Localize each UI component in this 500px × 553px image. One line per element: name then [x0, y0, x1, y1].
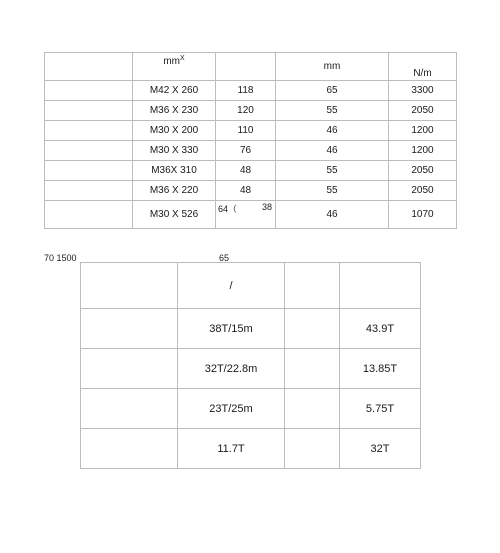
value-cell: 55	[276, 161, 389, 181]
header-cell-slash: /	[178, 263, 285, 309]
value-cell: 48	[216, 161, 276, 181]
header-cell-nm: N/m	[389, 53, 457, 81]
split-value-left: 64（	[218, 204, 238, 214]
value-cell: 43.9T	[340, 309, 421, 349]
row-cell-blank	[45, 181, 133, 201]
table-header-row	[45, 53, 457, 81]
header-cell-1	[45, 53, 133, 81]
value-cell: 32T	[340, 429, 421, 469]
bolt-size-cell: M36 X 220	[133, 181, 216, 201]
table-row	[45, 121, 457, 141]
row-cell-blank	[45, 121, 133, 141]
row-cell-blank	[285, 309, 340, 349]
row-cell-blank	[81, 389, 178, 429]
value-cell: 55	[276, 101, 389, 121]
header-cell-4	[340, 263, 421, 309]
header-size-unit: mm	[163, 56, 180, 67]
table-row	[81, 309, 421, 349]
value-cell: 1070	[389, 201, 457, 229]
row-cell-blank	[285, 429, 340, 469]
split-value-right: 38	[261, 202, 272, 212]
value-cell: 46	[276, 141, 389, 161]
header-size-sup: X	[180, 55, 185, 62]
table-row	[45, 81, 457, 101]
table-row	[45, 181, 457, 201]
table-row	[45, 101, 457, 121]
table-header-row	[81, 263, 421, 309]
bolt-size-cell: M36X 310	[133, 161, 216, 181]
value-cell: 13.85T	[340, 349, 421, 389]
value-cell: 1200	[389, 121, 457, 141]
table-row	[81, 429, 421, 469]
value-cell: 46	[276, 201, 389, 229]
row-cell-blank	[45, 101, 133, 121]
header-cell-3	[285, 263, 340, 309]
capacity-table	[80, 262, 421, 469]
value-cell: 23T/25m	[178, 389, 285, 429]
row-cell-blank	[45, 81, 133, 101]
bolt-size-cell: M30 X 200	[133, 121, 216, 141]
table-row	[45, 161, 457, 181]
bolt-size-cell: M30 X 330	[133, 141, 216, 161]
row-cell-blank	[81, 429, 178, 469]
value-cell: 2050	[389, 101, 457, 121]
note-mid: 65	[219, 253, 230, 263]
value-cell: 5.75T	[340, 389, 421, 429]
header-cell-3	[216, 53, 276, 81]
value-cell: 65	[276, 81, 389, 101]
value-cell: 32T/22.8m	[178, 349, 285, 389]
note-left: 70 1500	[44, 253, 77, 263]
row-cell-blank	[45, 141, 133, 161]
value-cell: 118	[216, 81, 276, 101]
header-cell-size	[133, 53, 216, 81]
row-cell-blank	[81, 309, 178, 349]
table-row	[45, 201, 457, 229]
value-cell: 2050	[389, 181, 457, 201]
row-cell-blank	[285, 389, 340, 429]
row-cell-blank	[285, 349, 340, 389]
value-cell: 11.7T	[178, 429, 285, 469]
row-cell-blank	[45, 161, 133, 181]
bolt-size-cell: M30 X 526	[133, 201, 216, 229]
bolt-spec-table	[44, 52, 457, 229]
value-cell: 120	[216, 101, 276, 121]
header-cell-mm: mm	[276, 53, 389, 81]
header-cell-1	[81, 263, 178, 309]
bolt-size-cell: M36 X 230	[133, 101, 216, 121]
bolt-size-cell: M42 X 260	[133, 81, 216, 101]
value-cell: 2050	[389, 161, 457, 181]
value-cell: 46	[276, 121, 389, 141]
value-cell: 38T/15m	[178, 309, 285, 349]
table-row	[81, 349, 421, 389]
value-cell: 76	[216, 141, 276, 161]
value-cell: 48	[216, 181, 276, 201]
table-row	[81, 389, 421, 429]
value-cell: 3300	[389, 81, 457, 101]
row-cell-blank	[45, 201, 133, 229]
split-value-cell	[216, 201, 276, 229]
value-cell: 1200	[389, 141, 457, 161]
value-cell: 110	[216, 121, 276, 141]
row-cell-blank	[81, 349, 178, 389]
table-row	[45, 141, 457, 161]
value-cell: 55	[276, 181, 389, 201]
